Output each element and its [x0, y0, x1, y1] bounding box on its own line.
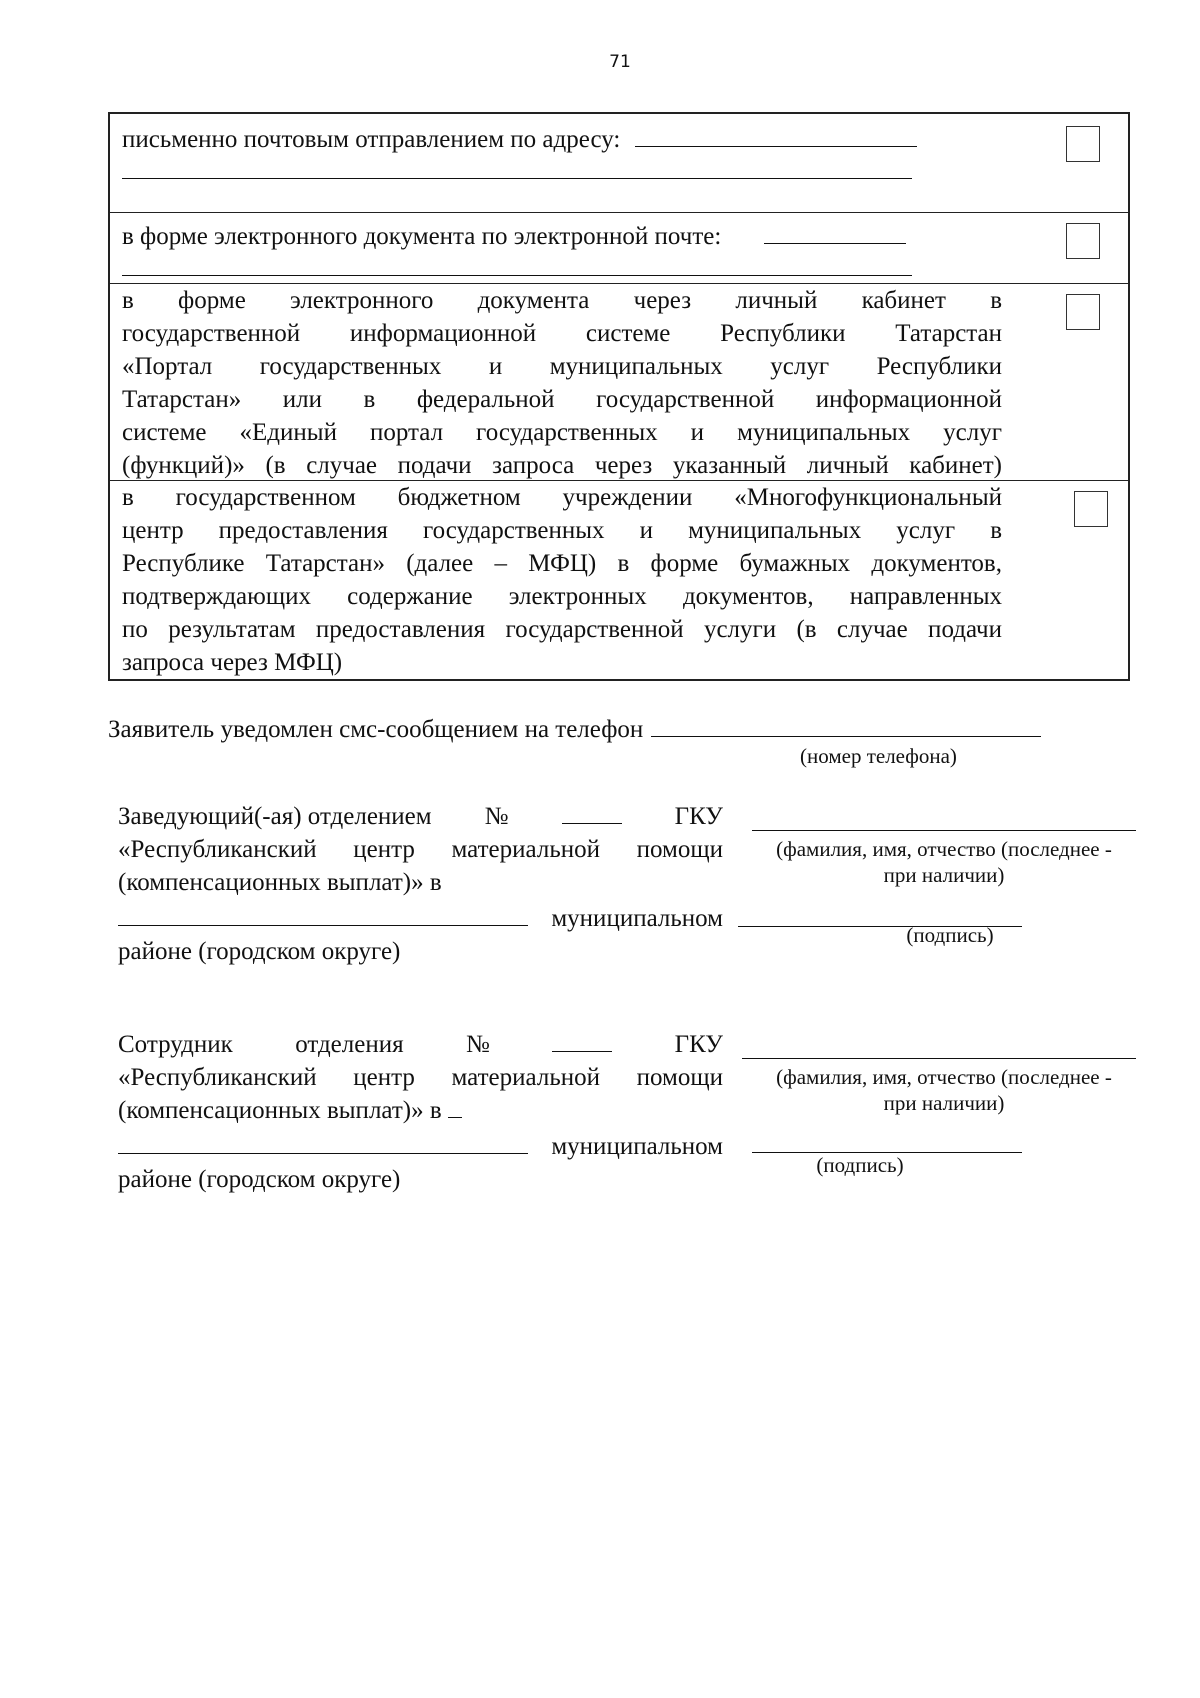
text-line: запроса через МФЦ): [122, 649, 343, 676]
text-line: в государственном бюджетном учреждении «Многофункциональный: [122, 484, 1002, 511]
employee-signature-block: [118, 1028, 723, 1196]
employee-signature-caption: (подпись): [816, 1153, 904, 1177]
head-signature-block: [118, 800, 723, 968]
checkbox-email[interactable]: [1066, 223, 1100, 259]
employee-fio-field[interactable]: [742, 1056, 1136, 1059]
checkbox-post[interactable]: [1066, 126, 1100, 162]
page-number: 71: [609, 52, 631, 72]
department-number-field[interactable]: [552, 1031, 612, 1052]
sms-notice: [108, 710, 1041, 744]
employee-fio-caption: (фамилия, имя, отчество (последнее - при наличии): [776, 1065, 1112, 1115]
text-line: «Республиканский центр материальной помощи: [118, 836, 723, 863]
option-row-post: [110, 114, 1128, 213]
head-signature-caption: (подпись): [906, 923, 994, 947]
text-line: (компенсационных выплат)» в: [118, 1094, 723, 1127]
text-line: районе (городском округе): [118, 1166, 401, 1193]
text-line: государственной информационной системе Республики Татарстан: [122, 320, 1002, 347]
address-field[interactable]: [635, 120, 917, 147]
text-line: центр предоставления государственных и муниципальных услуг в: [122, 517, 1002, 544]
option-row-email: [110, 213, 1128, 284]
option-row-mfc: [110, 481, 1128, 679]
head-fio-caption: (фамилия, имя, отчество (последнее - при наличии): [776, 837, 1112, 887]
text-line: (функций)» (в случае подачи запроса через указанный личный кабинет): [122, 452, 1002, 479]
municipality-prefix-field[interactable]: [448, 1097, 462, 1118]
email-field[interactable]: [764, 217, 906, 244]
municipality-field[interactable]: [118, 1127, 528, 1154]
option-mfc-text: [122, 481, 1002, 679]
option-text: [122, 213, 1002, 253]
text-line: (компенсационных выплат)» в: [118, 869, 442, 896]
phone-number-field[interactable]: [651, 710, 1041, 737]
checkbox-mfc[interactable]: [1074, 491, 1108, 527]
option-row-portal: [110, 284, 1128, 481]
address-field-line-2[interactable]: [122, 158, 912, 179]
text-line: Сотрудник отделения № ГКУ: [118, 1031, 723, 1058]
text-line: подтверждающих содержание электронных документов, направленных: [122, 583, 1002, 610]
option-text: [122, 114, 1002, 156]
phone-number-caption: (номер телефона): [800, 744, 957, 768]
municipality-field[interactable]: [118, 899, 528, 926]
email-field-line-2[interactable]: [122, 255, 912, 276]
text-line: Республике Татарстан» (далее – МФЦ) в форме бумажных документов,: [122, 550, 1002, 577]
department-number-field[interactable]: [562, 803, 622, 824]
option-email-label: в форме электронного документа по электронной почте:: [122, 223, 722, 250]
text-line: районе (городском округе): [118, 938, 401, 965]
option-portal-text: [122, 284, 1002, 482]
delivery-options-table: [108, 112, 1130, 681]
text-line: Заведующий(-ая) отделением № ГКУ: [118, 803, 723, 830]
text-line: «Республиканский центр материальной помощи: [118, 1064, 723, 1091]
text-line: муниципальном: [118, 1127, 723, 1163]
text-line: «Портал государственных и муниципальных услуг Республики: [122, 353, 1002, 380]
text-line: Татарстан» или в федеральной государственной информационной: [122, 386, 1002, 413]
option-post-label: письменно почтовым отправлением по адресу:: [122, 126, 621, 153]
checkbox-portal[interactable]: [1066, 294, 1100, 330]
sms-notice-text: Заявитель уведомлен смс-сообщением на телефон: [108, 716, 644, 743]
text-line: в форме электронного документа через личный кабинет в: [122, 287, 1002, 314]
text-line: по результатам предоставления государственной услуги (в случае подачи: [122, 616, 1002, 643]
head-fio-field[interactable]: [752, 828, 1136, 831]
text-line: муниципальном: [118, 899, 723, 935]
text-line: системе «Единый портал государственных и муниципальных услуг: [122, 419, 1002, 446]
